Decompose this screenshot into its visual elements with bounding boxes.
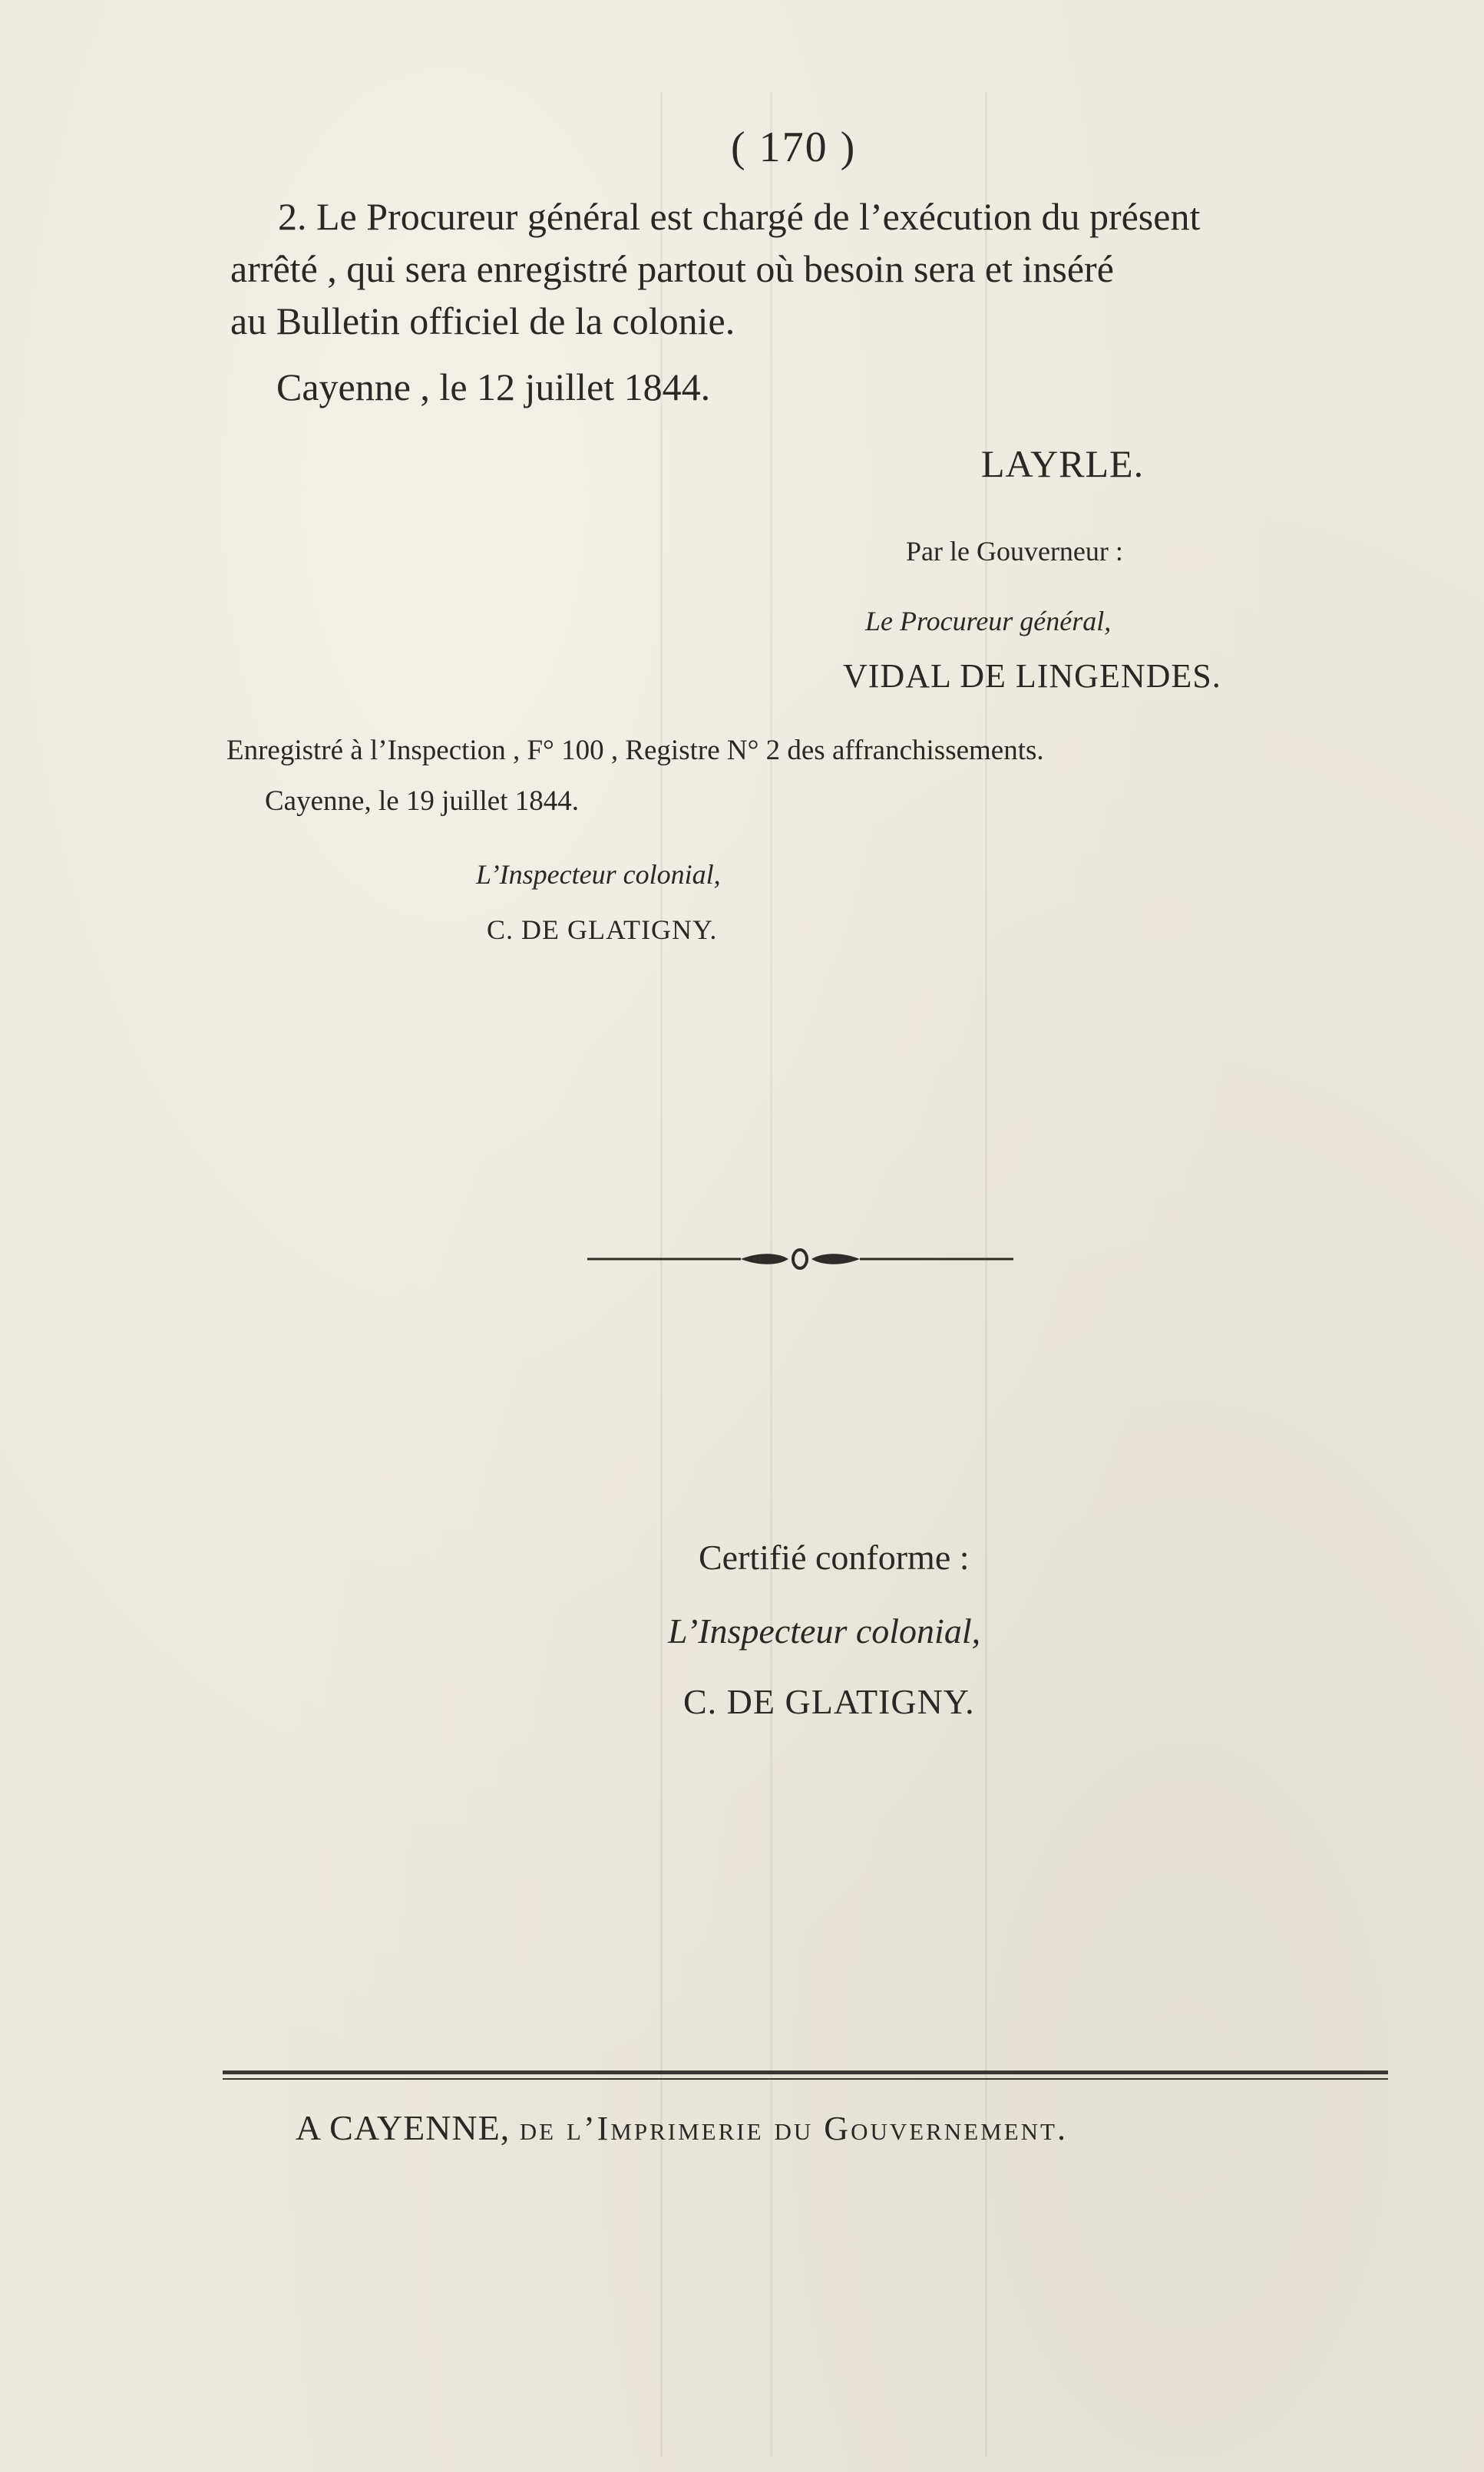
procureur-title: Le Procureur général, (865, 606, 1112, 636)
inspector-name: C. DE GLATIGNY. (487, 914, 718, 945)
certification-inspector-title: L’Inspecteur colonial, (668, 1611, 981, 1651)
paragraph-line-2: arrêté , qui sera enregistré partout où besoin sera et inséré (230, 247, 1114, 290)
governor-signature: LAYRLE. (981, 442, 1145, 485)
certification-inspector-name: C. DE GLATIGNY. (683, 1682, 975, 1721)
inspector-title: L’Inspecteur colonial, (476, 859, 721, 890)
paragraph-line-1: 2. Le Procureur général est chargé de l’exécution du présent (278, 195, 1201, 238)
paragraph-line-3: au Bulletin officiel de la colonie. (230, 299, 735, 342)
ornament-divider-icon (587, 1245, 1013, 1273)
imprint-printer: de l’Imprimerie du Gouvernement. (519, 2110, 1068, 2147)
printer-imprint (296, 2107, 1068, 2148)
certification-label: Certifié conforme : (699, 1538, 970, 1577)
registration-date: Cayenne, le 19 juillet 1844. (265, 785, 579, 817)
page-number: ( 170 ) (731, 124, 857, 171)
bleed-through-shadow (660, 92, 987, 2457)
registration-line: Enregistré à l’Inspection , F° 100 , Registre N° 2 des affranchissements. (226, 735, 1044, 766)
footer-rule-thick (223, 2070, 1388, 2074)
footer-rule-thin (223, 2078, 1388, 2080)
by-governor-label: Par le Gouverneur : (906, 536, 1123, 567)
procureur-name: VIDAL DE LINGENDES. (843, 657, 1221, 695)
place-date: Cayenne , le 12 juillet 1844. (276, 365, 711, 408)
imprint-city: A CAYENNE, (296, 2108, 511, 2147)
